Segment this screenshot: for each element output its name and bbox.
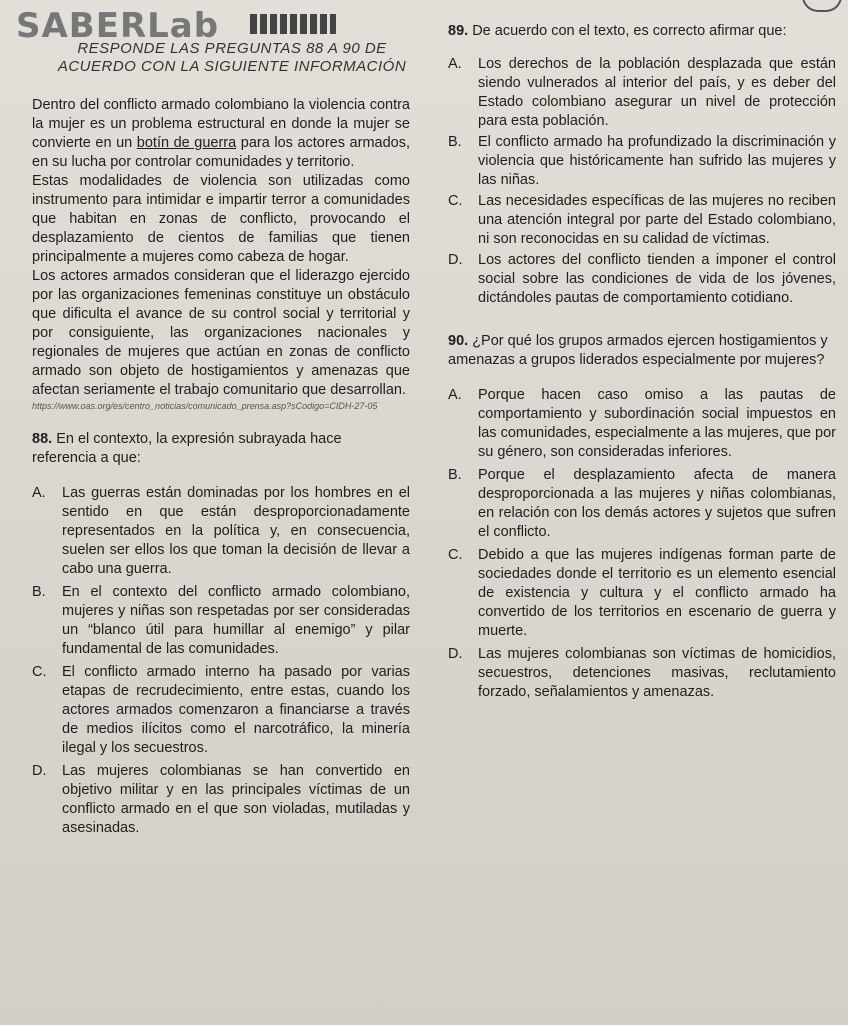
q89-option-b[interactable]: B. El conflicto armado ha profundizado la discriminación y violencia que históricamente han sufrido las mujeres y las niñas.	[448, 134, 836, 188]
question-89-stem: 89. De acuerdo con el texto, es correcto afirmar que:	[448, 23, 787, 39]
q90-option-b[interactable]: B. Porque el desplazamiento afecta de manera desproporcionada a las mujeres y niñas colombianas, en relación con los demás actores y sujetos que sufren el conflicto.	[448, 467, 836, 540]
reading-paragraph-1: Dentro del conflicto armado colombiano la violencia contra la mujer es un problema estructural en donde la mujer se convierte en un botín de guerra para los actores armados, en su lucha por controlar comunidades y territorio.	[32, 97, 410, 170]
right-column	[448, 22, 836, 702]
q90-option-c[interactable]: C. Debido a que las mujeres indígenas forman parte de sociedades donde el territorio es un elemento esencial de existencia y cultura y el conflicto armado ha convertido de los territorios en escenario de guerra y muerte.	[448, 547, 836, 639]
q90-option-a[interactable]: A. Porque hacen caso omiso a las pautas de comportamiento y subordinación social impuestos en las comunidades, especialmente a las mujeres, que por su género, son consideradas inferiores.	[448, 387, 836, 460]
question-88-stem: 88. En el contexto, la expresión subrayada hace referencia a que:	[32, 431, 342, 466]
reading-paragraph-2: Estas modalidades de violencia son utilizadas como instrumento para intimidar e impartir terror a comunidades que habitan en zonas de conflicto, provocando el desplazamiento de cientos de familias que tienen principalmente a mujeres como cabeza de hogar.	[32, 173, 410, 265]
saberlab-logo: SABERLab	[16, 6, 220, 46]
question-88-options	[32, 484, 410, 838]
q89-option-d[interactable]: D. Los actores del conflicto tienden a imponer el control social sobre las condiciones de vida de los jóvenes, dictándoles pautas de comportamiento cotidiano.	[448, 252, 836, 306]
left-column	[32, 96, 410, 838]
corner-decoration-icon	[802, 0, 842, 12]
q88-option-a[interactable]: A. Las guerras están dominadas por los hombres en el sentido en que están desproporcionadamente representados en la política y, en consecuencia, suelen ser ellos los que toman la decisión de llevar a cabo una guerra.	[32, 485, 410, 577]
q88-option-b[interactable]: B. En el contexto del conflicto armado colombiano, mujeres y niñas son respetadas por ser consideradas un “blanco útil para humillar al enemigo” y pilar fundamental de las comunidades.	[32, 584, 410, 657]
q88-option-c[interactable]: C. El conflicto armado interno ha pasado por varias etapas de recrudecimiento, entre estas, cuando los actores armados comenzaron a financiarse a través de medios ilícitos como el narcotráfico, la minería ilegal y los secuestros.	[32, 664, 410, 756]
question-90-options	[448, 386, 836, 702]
section-title-line1: RESPONDE LAS PREGUNTAS 88 A 90 DE	[77, 40, 387, 57]
source-citation: https://www.oas.org/es/centro_noticias/comunicado_prensa.asp?sCodigo=CIDH-27-05	[32, 401, 378, 411]
question-90-stem: 90. ¿Por qué los grupos armados ejercen hostigamientos y amenazas a grupos liderados especialmente por mujeres?	[448, 333, 828, 368]
q89-option-c[interactable]: C. Las necesidades específicas de las mujeres no reciben una atención integral por parte del Estado colombiano, ni son reconocidas en su calidad de víctimas.	[448, 193, 836, 247]
q89-option-a[interactable]: A. Los derechos de la población desplazada que están siendo vulnerados al interior del país, y es deber del Estado colombiano asegurar un nivel de protección para esta población.	[448, 56, 836, 129]
reading-paragraph-3: Los actores armados consideran que el liderazgo ejercido por las organizaciones femeninas constituye un obstáculo que dificulta el avance de su control social y territorial y por consiguiente, las organizaciones nacionales y regionales de mujeres que actúan en zonas de conflicto armado son objeto de hostigamientos y amenazas que afectan seriamente el trabajo comunitario que desarrollan.	[32, 268, 410, 398]
logo-bars-decoration	[250, 14, 336, 34]
q88-option-d[interactable]: D. Las mujeres colombianas se han convertido en objetivo militar y en las principales víctimas de un conflicto armado en el que son violadas, mutiladas y asesinadas.	[32, 763, 410, 836]
section-title-line2: ACUERDO CON LA SIGUIENTE INFORMACIÓN	[57, 58, 407, 75]
q90-option-d[interactable]: D. Las mujeres colombianas son víctimas de homicidios, secuestros, detenciones masivas, reclutamiento forzado, señalamientos y amenazas.	[448, 646, 836, 700]
underlined-expression: botín de guerra	[136, 135, 237, 151]
question-89-options	[448, 55, 836, 308]
